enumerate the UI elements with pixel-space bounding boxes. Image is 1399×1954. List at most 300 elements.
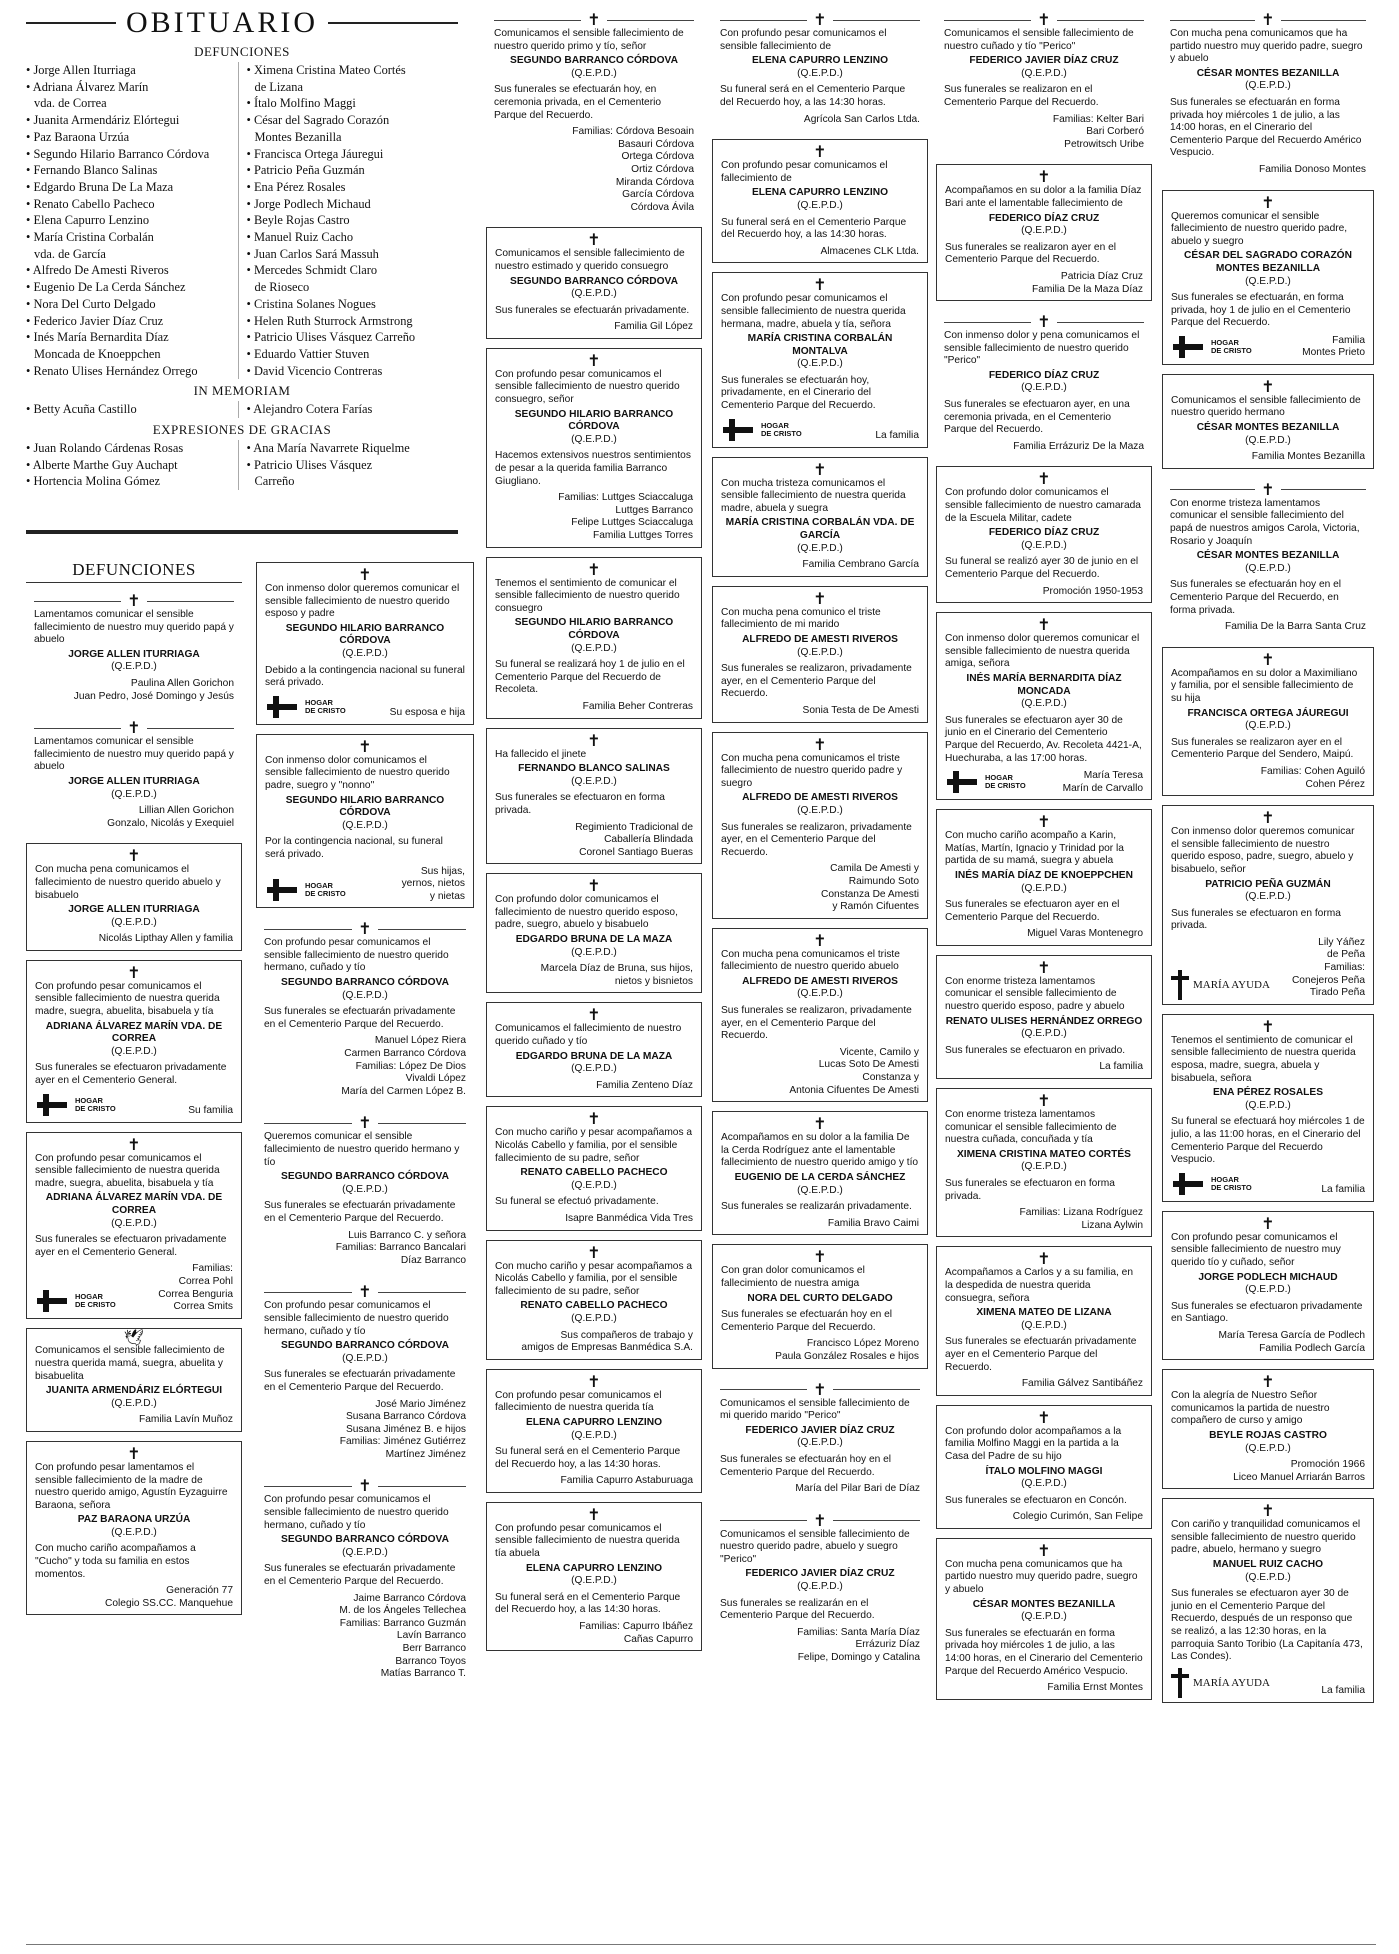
notice-body: Sus funerales se efectuaron en Concón. — [945, 1494, 1127, 1506]
death-notice — [936, 8, 1152, 155]
notice-signature: Familia Montes Prieto — [1302, 334, 1365, 359]
deceased-name: CÉSAR MONTES BEZANILLA — [1196, 422, 1340, 434]
index-entry: • Juan Rolando Cárdenas Rosas — [26, 440, 238, 457]
death-notice — [1162, 478, 1374, 638]
notice-signature: Familia Donoso Montes — [1258, 163, 1366, 175]
death-notice — [936, 1405, 1152, 1529]
notice-signature: Familia Bravo Caimi — [827, 1217, 919, 1229]
death-notice — [936, 955, 1152, 1079]
cross-icon: ✝ — [587, 350, 601, 370]
gracias-index-heading: EXPRESIONES DE GRACIAS — [152, 422, 332, 438]
notice-footer — [1171, 1664, 1365, 1698]
notice-intro: Con inmenso dolor y pena comunicamos el sensible fallecimiento de nuestro querido "Perico" — [944, 330, 1140, 367]
notice-signature: Nicolás Lipthay Allen y familia — [98, 933, 233, 945]
cross-icon: ✝ — [1261, 376, 1275, 396]
notice-body: Su funeral se realizará hoy 1 de julio en el Cementerio Parque del Recuerdo de Recoleta. — [495, 659, 685, 696]
deceased-name: FEDERICO DÍAZ CRUZ — [988, 369, 1100, 381]
notice-footer — [1171, 330, 1365, 360]
cross-icon: ✝ — [813, 459, 827, 479]
notice-intro: Con profundo pesar comunicamos el sensible fallecimiento de — [720, 28, 887, 52]
cross-icon: ✝ — [1037, 957, 1051, 977]
hogar-logo-text: HOGAR DE CRISTO — [985, 773, 1026, 791]
cross-icon: ✝ — [34, 593, 234, 609]
deceased-name: CÉSAR MONTES BEZANILLA — [1196, 550, 1340, 562]
death-notice — [712, 1111, 928, 1235]
deceased-name: SEGUNDO HILARIO BARRANCO CÓRDOVA — [514, 408, 674, 433]
notice-intro: Comunicamos el sensible fallecimiento de nuestro estimado y querido consuegro — [495, 248, 685, 272]
hogar-logo-text: HOGAR DE CRISTO — [75, 1291, 116, 1309]
death-notice — [936, 612, 1152, 800]
cross-icon: ✝ — [587, 1005, 601, 1025]
index-entry: • Patricio Peña Guzmán — [247, 162, 459, 179]
notice-footer — [265, 690, 465, 720]
death-notice — [1162, 805, 1374, 1005]
death-notice — [936, 809, 1152, 946]
deceased-name: ALFREDO DE AMESTI RIVEROS — [742, 634, 898, 645]
deceased-name: FRANCISCA ORTEGA JÁUREGUI — [1187, 707, 1349, 719]
death-notice — [486, 728, 702, 865]
notice-signature: Familia Lavín Muñoz — [139, 1414, 233, 1426]
deceased-name: PATRICIO PEÑA GUZMÁN — [1205, 878, 1331, 890]
qepd-label: (Q.E.P.D.) — [111, 1217, 157, 1229]
cross-icon: ✝ — [1037, 167, 1051, 187]
notice-intro: Comunicamos el sensible fallecimiento de nuestro querido primo y tío, señor — [494, 28, 684, 52]
notice-body: Su funeral será en el Cementerio Parque del Recuerdo hoy, a las 14:30 horas. — [495, 1446, 681, 1470]
hogar-de-cristo-logo — [721, 417, 802, 443]
death-notice — [936, 164, 1152, 301]
deceased-name: FEDERICO JAVIER DÍAZ CRUZ — [745, 1424, 895, 1436]
notice-column-1 — [26, 560, 242, 1624]
memoriam-index-heading: IN MEMORIAM — [193, 383, 291, 399]
hogar-cross-icon — [1171, 1171, 1207, 1197]
qepd-label: (Q.E.P.D.) — [571, 67, 617, 79]
notice-body: Sus funerales se efectuarán en forma privada hoy miércoles 1 de julio, a las 14:00 horas, en el Cinerario del Cementerio Parque del Recuerdo Américo Vespucio. — [1170, 96, 1362, 159]
death-notice — [486, 1002, 702, 1097]
deceased-name: EDGARDO BRUNA DE LA MAZA — [515, 1050, 673, 1062]
qepd-label: (Q.E.P.D.) — [1245, 891, 1291, 903]
deceased-name: SEGUNDO BARRANCO CÓRDOVA — [510, 55, 678, 67]
notice-footer — [35, 1259, 233, 1313]
qepd-label: (Q.E.P.D.) — [1245, 1442, 1291, 1454]
notice-intro: Con profundo pesar comunicamos el fallecimiento de nuestra querida tía — [495, 1389, 662, 1414]
cross-icon: ✝ — [1037, 1407, 1051, 1427]
cross-icon: ✝ — [587, 1371, 601, 1391]
cross-icon: ✝ — [1261, 1501, 1275, 1521]
notice-body: Sus funerales se realizaron, privadamente ayer, en el Cementerio Parque del Recuerdo. — [721, 1005, 912, 1042]
qepd-label: (Q.E.P.D.) — [1021, 382, 1067, 394]
deceased-name: SEGUNDO BARRANCO CÓRDOVA — [281, 977, 449, 989]
notice-body: Sus funerales se efectuarán, en forma privada, hoy 1 de julio en el Cementerio Parque del Recuerdo. — [1171, 292, 1351, 329]
notice-body: Su funeral será en el Cementerio Parque del Recuerdo hoy, a las 14:30 horas. — [720, 84, 906, 108]
index-entry: • Ana María Navarrete Riquelme — [247, 440, 459, 457]
notice-intro: Con mucha pena comunicamos que ha partido nuestro muy querido padre, suegro y abuelo — [945, 1558, 1138, 1596]
qepd-label: (Q.E.P.D.) — [1021, 698, 1067, 710]
notice-signature: Familia Ernst Montes — [1047, 1682, 1143, 1694]
notice-body: Sus funerales se efectuaron en forma privada. — [945, 1178, 1115, 1202]
notice-signature: Patricia Díaz Cruz Familia De la Maza Díaz — [1032, 270, 1143, 295]
cross-icon: ✝ — [1261, 192, 1275, 212]
notice-intro: Con mucha pena comunicamos el triste fallecimiento de nuestro querido padre y suegro — [721, 752, 903, 789]
index-entry: • César del Sagrado Corazón — [247, 112, 459, 129]
notice-body: Sus funerales se efectuaron ayer 30 de junio en el Cementerio Parque del Recuerdo, después de un responso que se realizó, a las 12:30 horas, en la parroquia Santo Toribio (La Capitanía 473, Las Condes). — [1171, 1588, 1363, 1663]
deceased-name: CÉSAR MONTES BEZANILLA — [972, 1598, 1116, 1610]
notice-signature: Familia Errázuriz De la Maza — [1013, 440, 1144, 452]
qepd-label: (Q.E.P.D.) — [797, 67, 843, 79]
notice-intro: Con enorme tristeza lamentamos comunicar el sensible fallecimiento del papá de nuestros amigos Carola, Victoria, Rosario y Joaquín — [1170, 497, 1360, 547]
notice-body: Sus funerales se efectuarán privadamente en el Cementerio Parque del Recuerdo. — [264, 1006, 456, 1030]
cross-icon: ✝ — [1037, 469, 1051, 489]
deceased-name: JORGE PODLECH MICHAUD — [1198, 1271, 1338, 1283]
death-notice — [712, 1244, 928, 1368]
deceased-name: XIMENA MATEO DE LIZANA — [976, 1307, 1112, 1319]
death-notice — [26, 1328, 242, 1432]
death-notice — [26, 716, 242, 834]
notice-signature: Familias: Lizana Rodríguez Lizana Aylwin — [1019, 1207, 1143, 1231]
death-notice — [936, 1088, 1152, 1237]
cross-icon: ✝ — [358, 736, 372, 756]
index-entry: • Jorge Allen Iturriaga — [26, 62, 238, 79]
qepd-label: (Q.E.P.D.) — [1245, 1571, 1291, 1583]
deceased-name: ELENA CAPURRO LENZINO — [525, 1416, 663, 1428]
notice-intro: Queremos comunicar el sensible fallecimiento de nuestro querido hermano y tío — [264, 1131, 460, 1168]
hogar-de-cristo-logo — [35, 1288, 116, 1314]
death-notice — [936, 1538, 1152, 1700]
qepd-label: (Q.E.P.D.) — [797, 542, 843, 554]
cross-icon: ✝ — [1037, 1540, 1051, 1560]
qepd-label: (Q.E.P.D.) — [571, 1575, 617, 1587]
death-notice — [712, 457, 928, 577]
notice-signature: Familias: Kelter Bari Bari Corberó Petrowitsch Uribe — [1052, 113, 1144, 150]
notice-column-2 — [256, 562, 474, 1694]
deceased-name: ELENA CAPURRO LENZINO — [751, 55, 889, 67]
notice-signature: Familias: Capurro Ibáñez Cañas Capurro — [579, 1621, 693, 1645]
notice-signature: Agrícola San Carlos Ltda. — [803, 113, 920, 125]
cross-icon: ✝ — [813, 734, 827, 754]
deceased-name: RENATO ULISES HERNÁNDEZ ORREGO — [945, 1015, 1143, 1027]
deceased-name: SEGUNDO HILARIO BARRANCO CÓRDOVA — [285, 622, 445, 647]
notice-body: Sus funerales se efectuaron privadamente en Santiago. — [1171, 1300, 1363, 1325]
index-entry: vda. de Correa — [34, 96, 107, 111]
cross-icon: ✝ — [944, 12, 1144, 28]
notice-intro: Acompañamos en su dolor a la familia De la Cerda Rodríguez ante el lamentable fallecimiento de nuestro querido amigo y tío — [721, 1132, 919, 1169]
index-entry: • María Cristina Corbalán — [26, 229, 238, 246]
notice-body: Sus funerales se realizarán privadamente. — [721, 1201, 912, 1213]
notice-body: Sus funerales se efectuarán privadamente ayer en el Cementerio Parque del Recuerdo. — [945, 1336, 1137, 1373]
qepd-label: (Q.E.P.D.) — [342, 1546, 388, 1558]
notice-column-3 — [486, 8, 702, 1660]
deceased-name: XIMENA CRISTINA MATEO CORTÉS — [957, 1148, 1131, 1160]
deceased-name: CÉSAR DEL SAGRADO CORAZÓN MONTES BEZANILLA — [1184, 250, 1352, 274]
death-notice — [26, 960, 242, 1123]
index-entry: • Edgardo Bruna De La Maza — [26, 179, 238, 196]
qepd-label: (Q.E.P.D.) — [797, 804, 843, 816]
deceased-name: MARÍA CRISTINA CORBALÁN MONTALVA — [747, 333, 893, 357]
cross-icon: ✝ — [127, 1134, 141, 1154]
hogar-cross-icon — [1171, 334, 1207, 360]
notice-signature: Colegio Curimón, San Felipe — [1012, 1511, 1143, 1523]
notice-footer — [945, 765, 1143, 795]
index-entry: • Beyle Rojas Castro — [247, 212, 459, 229]
cross-icon: ✝ — [720, 12, 920, 28]
notice-body: Sus funerales se efectuaron en privado. — [945, 1044, 1126, 1056]
index-entry: • Francisca Ortega Jáuregui — [247, 146, 459, 163]
notice-body: Sus funerales se realizaron, privadamente ayer, en el Cementerio Parque del Recuerdo. — [721, 821, 912, 858]
deceased-name: MARÍA CRISTINA CORBALÁN VDA. DE GARCÍA — [725, 517, 915, 542]
obituary-title-text: OBITUARIO — [126, 6, 318, 39]
cross-icon: ✝ — [813, 142, 827, 162]
maria-ayuda-logo — [1171, 1668, 1270, 1698]
notice-signature: Camila De Amesti y Raimundo Soto Constanza De Amesti y Ramón Cifuentes — [821, 863, 919, 913]
death-notice — [712, 139, 928, 263]
deceased-name: RENATO CABELLO PACHECO — [520, 1167, 668, 1179]
hogar-logo-text: HOGAR DE CRISTO — [75, 1095, 116, 1113]
notice-intro: Ha fallecido el jinete — [495, 748, 587, 760]
notice-intro: Con profundo pesar comunicamos el sensible fallecimiento de nuestra querida hermana, madre, abuela y tía, señora — [721, 293, 906, 330]
cross-icon: ✝ — [1170, 482, 1366, 498]
notice-signature: La familia — [1321, 1184, 1365, 1196]
deceased-name: JUANITA ARMENDÁRIZ ELÓRTEGUI — [45, 1385, 223, 1397]
notice-signature: Francisco López Moreno Paula González Rosales e hijos — [775, 1338, 919, 1362]
qepd-label: (Q.E.P.D.) — [111, 1045, 157, 1057]
notice-intro: Con inmenso dolor comunicamos el sensible fallecimiento de nuestro querido padre, suegro y "nonno" — [265, 754, 450, 791]
cross-icon: ✝ — [813, 930, 827, 950]
index-divider — [26, 530, 458, 534]
deceased-name: BEYLE ROJAS CASTRO — [1209, 1429, 1327, 1441]
cross-icon: ✝ — [264, 1284, 466, 1300]
notice-intro: Comunicamos el sensible fallecimiento de nuestro cuñado y tío "Perico" — [944, 28, 1134, 52]
deceased-name: PAZ BARAONA URZÚA — [77, 1514, 191, 1526]
gracias-index-list — [26, 440, 458, 490]
cross-icon: ✝ — [720, 1382, 920, 1398]
death-notice — [256, 734, 474, 909]
qepd-label: (Q.E.P.D.) — [1021, 67, 1067, 79]
index-entry: • Nora Del Curto Delgado — [26, 296, 238, 313]
notice-signature: María Teresa García de Podlech Familia Podlech García — [1218, 1329, 1365, 1354]
notice-intro: Con mucha tristeza comunicamos el sensible fallecimiento de nuestra querida madre, abuela y suegra — [721, 477, 906, 514]
qepd-label: (Q.E.P.D.) — [797, 199, 843, 211]
death-notice — [712, 272, 928, 447]
maria-cross-icon — [1171, 970, 1189, 1000]
notice-signature: Sus hijas, yernos, nietos y nietas — [401, 865, 465, 902]
notice-signature: Vicente, Camilo y Lucas Soto De Amesti Constanza y Antonia Cifuentes De Amesti — [789, 1046, 919, 1096]
index-entry: • Elena Capurro Lenzino — [26, 212, 238, 229]
notice-body: Su funeral se efectuó privadamente. — [495, 1196, 659, 1208]
hogar-de-cristo-logo — [1171, 334, 1252, 360]
notice-signature: Familia Beher Contreras — [582, 700, 693, 712]
notice-footer — [1171, 933, 1365, 1000]
qepd-label: (Q.E.P.D.) — [571, 775, 617, 787]
deceased-name: SEGUNDO BARRANCO CÓRDOVA — [510, 275, 678, 287]
qepd-label: (Q.E.P.D.) — [342, 1352, 388, 1364]
qepd-label: (Q.E.P.D.) — [1245, 562, 1291, 574]
maria-logo-text: MARÍA AYUDA — [1193, 1676, 1270, 1689]
notice-signature: Almacenes CLK Ltda. — [820, 245, 919, 257]
notice-body: Sus funerales se realizaron ayer en el Cementerio Parque del Sendero, Maipú. — [1171, 736, 1354, 761]
qepd-label: (Q.E.P.D.) — [111, 916, 157, 928]
notice-intro: Con mucha pena comunicamos el fallecimiento de nuestro querido abuelo y bisabuelo — [35, 864, 221, 901]
notice-body: Sus funerales se efectuaron ayer, en una ceremonia privada, en el Cementerio Parque del Recuerdo. — [944, 399, 1130, 436]
hogar-cross-icon — [265, 694, 301, 720]
index-entry: • Manuel Ruiz Cacho — [247, 229, 459, 246]
deceased-name: ADRIANA ÁLVAREZ MARÍN VDA. DE CORREA — [45, 1020, 223, 1045]
gracias-index-right — [238, 440, 459, 490]
hogar-de-cristo-logo — [1171, 1171, 1252, 1197]
notice-intro: Con mucha pena comunicamos que ha partido nuestro muy querido padre, suegro y abuelo — [1170, 28, 1363, 65]
index-entry: • Federico Javier Díaz Cruz — [26, 313, 238, 330]
deceased-name: ELENA CAPURRO LENZINO — [751, 187, 889, 199]
hogar-logo-text: HOGAR DE CRISTO — [761, 420, 802, 438]
index-entry: • David Vicencio Contreras — [247, 363, 459, 380]
notice-body: Sus funerales se efectuarán hoy en el Cementerio Parque del Recuerdo, en forma privada. — [1170, 579, 1342, 616]
notice-signature: Sus compañeros de trabajo y amigos de Empresas Banmédica S.A. — [521, 1329, 693, 1354]
defunciones-section-heading: DEFUNCIONES — [26, 560, 242, 583]
qepd-label: (Q.E.P.D.) — [342, 989, 388, 1001]
index-entry: • Jorge Podlech Michaud — [247, 196, 459, 213]
hogar-cross-icon — [35, 1092, 71, 1118]
notice-body: Sus funerales se realizarán en el Cementerio Parque del Recuerdo. — [720, 1597, 875, 1622]
notice-intro: Tenemos el sentimiento de comunicar el sensible fallecimiento de nuestro querido consuegro — [495, 577, 680, 614]
notice-intro: Comunicamos el sensible fallecimiento de mi querido marido "Perico" — [720, 1397, 910, 1422]
index-entry: • Ximena Cristina Mateo Cortés — [247, 62, 459, 79]
notice-signature: Familias: Santa María Díaz Errázuriz Díaz Felipe, Domingo y Catalina — [797, 1626, 920, 1664]
notice-signature: José Mario Jiménez Susana Barranco Córdova Susana Jiménez B. e hijos Familias: Jiménez Gutiérrez Martínez Jiménez — [339, 1398, 466, 1460]
qepd-label: (Q.E.P.D.) — [571, 642, 617, 654]
defunciones-index-left — [26, 62, 238, 379]
notice-intro: Con profundo pesar comunicamos el sensible fallecimiento de nuestro querido hermano, cuñado y tío — [264, 1300, 449, 1337]
death-notice — [256, 1474, 474, 1684]
notice-signature: Regimiento Tradicional de Caballería Blindada Coronel Santiago Bueras — [575, 821, 693, 858]
notice-signature: Marcela Díaz de Bruna, sus hijos, nietos y bisnietos — [540, 963, 693, 987]
qepd-label: (Q.E.P.D.) — [571, 1179, 617, 1191]
notice-footer — [265, 862, 465, 904]
qepd-label: (Q.E.P.D.) — [797, 1437, 843, 1449]
index-entry: • Alejandro Cotera Farías — [247, 401, 459, 418]
memoriam-index-left — [26, 401, 238, 418]
qepd-label: (Q.E.P.D.) — [1245, 434, 1291, 446]
deceased-name: SEGUNDO HILARIO BARRANCO CÓRDOVA — [514, 617, 674, 641]
notice-body: Sus funerales se efectuaron privadamente ayer en el Cementerio General. — [35, 1234, 227, 1258]
notice-signature: Familia Montes Bezanilla — [1251, 451, 1365, 463]
qepd-label: (Q.E.P.D.) — [1245, 1284, 1291, 1296]
hogar-logo-text: HOGAR DE CRISTO — [305, 697, 346, 715]
notice-signature: La familia — [1321, 1685, 1365, 1697]
death-notice — [712, 1378, 928, 1500]
notice-signature: Lily Yáñez de Peña Familias: Conejeros Peña Tirado Peña — [1291, 936, 1365, 999]
deceased-name: FEDERICO DÍAZ CRUZ — [988, 212, 1100, 224]
qepd-label: (Q.E.P.D.) — [1021, 882, 1067, 894]
hogar-de-cristo-logo — [945, 769, 1026, 795]
cross-icon: ✝ — [813, 588, 827, 608]
death-notice — [256, 1280, 474, 1465]
notice-body: Sus funerales se efectuaron privadamente ayer en el Cementerio General. — [35, 1062, 227, 1087]
notice-signature: Familia Cembrano García — [802, 559, 919, 571]
notice-intro: Con inmenso dolor queremos comunicar el sensible fallecimiento de nuestro querido esposo y padre — [265, 583, 460, 620]
notice-body: Su funeral se realizó ayer 30 de junio en el Cementerio Parque del Recuerdo. — [945, 556, 1139, 580]
notice-intro: Con profundo pesar comunicamos el sensible fallecimiento de nuestro querido consuegro, señor — [495, 368, 680, 406]
death-notice — [256, 1111, 474, 1271]
deceased-name: ADRIANA ÁLVAREZ MARÍN VDA. DE CORREA — [45, 1192, 223, 1216]
notice-signature: Familia Zenteno Díaz — [596, 1079, 693, 1091]
notice-intro: Queremos comunicar el sensible fallecimiento de nuestro querido padre, abuelo y suegro — [1171, 210, 1348, 247]
cross-icon: ✝ — [34, 720, 234, 736]
qepd-label: (Q.E.P.D.) — [1021, 1161, 1067, 1173]
qepd-label: (Q.E.P.D.) — [1021, 1478, 1067, 1490]
deceased-name: ALFREDO DE AMESTI RIVEROS — [742, 792, 898, 804]
deceased-name: INÉS MARÍA BERNARDITA DÍAZ MONCADA — [966, 672, 1122, 697]
memoriam-index-list — [26, 401, 458, 418]
cross-icon: ✝ — [1261, 649, 1275, 669]
title-rule-left — [26, 22, 116, 24]
maria-logo-text: MARÍA AYUDA — [1193, 978, 1270, 991]
notice-intro: Comunicamos el sensible fallecimiento de nuestro querido hermano — [1171, 394, 1361, 419]
notice-signature: María Teresa Marín de Carvallo — [1062, 769, 1143, 794]
qepd-label: (Q.E.P.D.) — [571, 946, 617, 958]
cross-icon: ✝ — [1037, 1249, 1051, 1269]
dove-icon: 🕊 — [123, 1329, 145, 1347]
notice-intro: Comunicamos el sensible fallecimiento de nuestra querida mamá, suegra, abuelita y bisabuelita — [35, 1345, 225, 1382]
gracias-index-left — [26, 440, 238, 490]
notice-signature: Paulina Allen Gorichon Juan Pedro, José Domingo y Jesús — [73, 677, 234, 702]
maria-cross-icon — [1171, 1668, 1189, 1698]
qepd-label: (Q.E.P.D.) — [1021, 1028, 1067, 1040]
cross-icon: ✝ — [264, 1478, 466, 1494]
death-notice — [936, 310, 1152, 457]
qepd-label: (Q.E.P.D.) — [797, 1184, 843, 1196]
deceased-name: NORA DEL CURTO DELGADO — [747, 1292, 893, 1304]
notice-intro: Con profundo pesar comunicamos el sensible fallecimiento de nuestro querido hermano, cuñado y tío — [264, 937, 449, 974]
index-entry: • Eugenio De La Cerda Sánchez — [26, 279, 238, 296]
defunciones-index-heading: DEFUNCIONES — [194, 44, 290, 59]
deceased-name: SEGUNDO BARRANCO CÓRDOVA — [281, 1534, 449, 1546]
cross-icon: ✝ — [1261, 808, 1275, 828]
index-entry: • Ena Pérez Rosales — [247, 179, 459, 196]
notice-intro: Comunicamos el sensible fallecimiento de nuestro querido padre, abuelo y suegro "Perico" — [720, 1528, 910, 1565]
death-notice — [26, 1132, 242, 1319]
index-entry: • Alfredo De Amesti Riveros — [26, 262, 238, 279]
notice-intro: Con enorme tristeza lamentamos comunicar el sensible fallecimiento de nuestro querido esposo, padre y abuelo — [945, 975, 1125, 1013]
qepd-label: (Q.E.P.D.) — [111, 1526, 157, 1538]
cross-icon: ✝ — [944, 314, 1144, 330]
notice-footer — [35, 1088, 233, 1118]
death-notice — [1162, 374, 1374, 469]
notice-signature: Familia Gil López — [614, 321, 693, 333]
death-notice — [486, 873, 702, 993]
qepd-label: (Q.E.P.D.) — [1245, 1099, 1291, 1111]
index-entry: • Renato Ulises Hernández Orrego — [26, 363, 238, 380]
notice-body: Sus funerales se efectuarán privadamente en el Cementerio Parque del Recuerdo. — [264, 1369, 456, 1393]
notice-body: Sus funerales se efectuaron en forma privada. — [1171, 907, 1341, 932]
notice-intro: Con profundo pesar comunicamos el sensible fallecimiento de nuestra querida madre, suegra, abuelita, bisabuela y tía — [35, 980, 220, 1018]
index-entry: de Rioseco — [254, 280, 310, 295]
cross-icon: ✝ — [1037, 1091, 1051, 1111]
cross-icon: ✝ — [127, 962, 141, 982]
deceased-name: MANUEL RUIZ CACHO — [1212, 1559, 1324, 1571]
cross-icon: ✝ — [358, 565, 372, 584]
deceased-name: EUGENIO DE LA CERDA SÁNCHEZ — [734, 1172, 906, 1183]
death-notice — [26, 843, 242, 951]
index-entry: • Ítalo Molfino Maggi — [247, 95, 459, 112]
notice-intro: Con cariño y tranquilidad comunicamos el sensible fallecimiento de nuestro querido padre, abuelo, hermano y suegro — [1171, 1519, 1361, 1556]
cross-icon: ✝ — [127, 1443, 141, 1463]
death-notice — [712, 732, 928, 919]
notice-intro: Comunicamos el fallecimiento de nuestro querido cuñado y tío — [495, 1023, 682, 1048]
notice-signature: Promoción 1950-1953 — [1042, 585, 1143, 597]
death-notice — [486, 1502, 702, 1651]
notice-body: Sus funerales se efectuaron ayer 30 de junio en el Cinerario del Cementerio Parque del Recuerdo, Av. Recoleta 4421-A, Huechuraba, a las 17:00 horas. — [945, 714, 1142, 764]
notice-body: Sus funerales se efectuaron ayer en el Cementerio Parque del Recuerdo. — [945, 899, 1120, 923]
notice-intro: Con profundo pesar comunicamos el sensible fallecimiento de nuestro querido hermano, cuñado y tío — [264, 1494, 449, 1531]
notice-body: Sus funerales se efectuarán privadamente en el Cementerio Parque del Recuerdo. — [264, 1200, 456, 1224]
